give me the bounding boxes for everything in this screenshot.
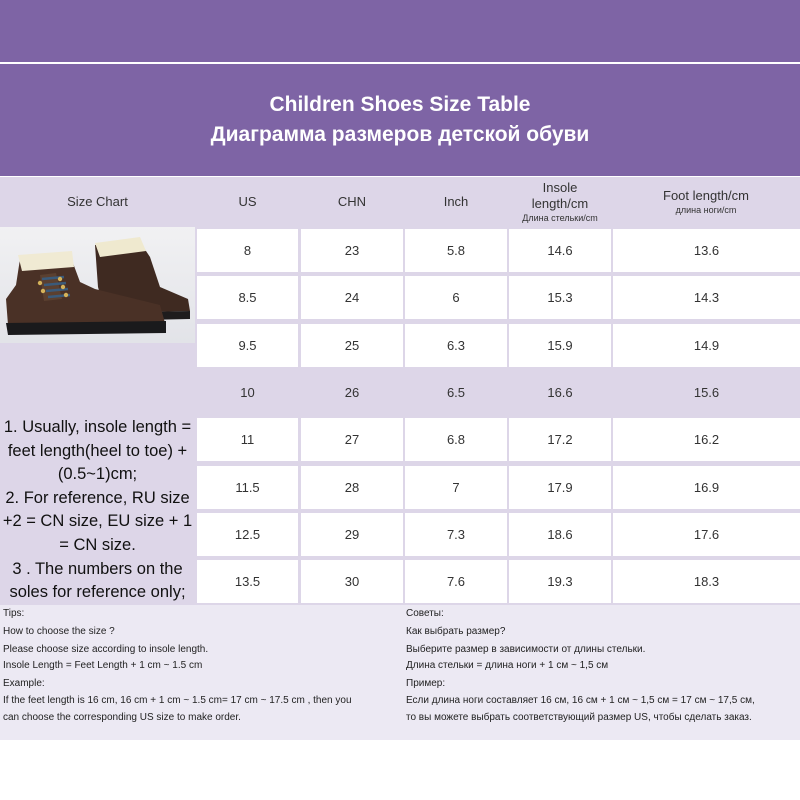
tips-section	[0, 605, 800, 740]
tip-ru-line: Выберите размер в зависимости от длины стельки.	[406, 644, 646, 655]
header-us: US	[238, 194, 257, 209]
cell-us: 11	[197, 418, 298, 461]
cell-us: 11.5	[197, 466, 298, 509]
bottom-margin	[0, 740, 800, 800]
cell-us: 10	[240, 385, 255, 400]
tip-en-line: If the feet length is 16 cm, 16 cm + 1 cm ~ 1.5 cm= 17 cm ~ 17.5 cm , then you	[3, 695, 352, 706]
cell-chn: 24	[301, 276, 403, 319]
shoe-photo	[0, 227, 195, 343]
cell-insole: 15.9	[509, 324, 611, 367]
note-3: 3 . The numbers on the soles for reference only;	[9, 559, 186, 602]
cell-inch: 6	[405, 276, 507, 319]
tip-en-line: can choose the corresponding US size to make order.	[3, 712, 241, 723]
cell-insole: 18.6	[509, 513, 611, 556]
cell-inch: 7.6	[405, 560, 507, 603]
cell-us: 9.5	[197, 324, 298, 367]
cell-us: 13.5	[197, 560, 298, 603]
tip-en-line: Example:	[3, 678, 45, 689]
cell-chn: 30	[301, 560, 403, 603]
cell-insole: 14.6	[509, 229, 611, 272]
cell-foot: 18.3	[613, 560, 800, 603]
cell-foot: 14.3	[613, 276, 800, 319]
cell-inch: 7	[405, 466, 507, 509]
cell-chn: 23	[301, 229, 403, 272]
header-inch: Inch	[443, 194, 469, 209]
note-1: 1. Usually, insole length = feet length(heel to toe) + (0.5~1)cm;	[3, 418, 192, 484]
cell-foot: 16.9	[613, 466, 800, 509]
tip-en-heading: Tips:	[3, 608, 25, 619]
header-foot-length	[612, 177, 800, 227]
cell-insole: 16.6	[547, 385, 573, 400]
cell-inch: 7.3	[405, 513, 507, 556]
tip-ru-line: то вы можете выбрать соответствующий размер US, чтобы сделать заказ.	[406, 712, 752, 723]
cell-insole: 17.9	[509, 466, 611, 509]
cell-chn: 29	[301, 513, 403, 556]
cell-foot: 14.9	[613, 324, 800, 367]
cell-insole: 15.3	[509, 276, 611, 319]
cell-foot: 16.2	[613, 418, 800, 461]
brown-child-boot-icon	[0, 227, 195, 343]
cell-inch: 5.8	[405, 229, 507, 272]
header-insole-length	[508, 177, 612, 227]
cell-foot: 15.6	[693, 385, 720, 400]
tip-ru-heading: Советы:	[406, 608, 444, 619]
header-size-chart: Size Chart	[67, 194, 128, 209]
tip-en-line: How to choose the size ?	[3, 626, 115, 637]
title-banner	[0, 64, 800, 176]
note-2: 2. For reference, RU size +2 = CN size, EU size + 1 = CN size.	[2, 488, 193, 554]
cell-chn: 25	[301, 324, 403, 367]
tip-en-line: Insole Length = Feet Length + 1 cm ~ 1.5 cm	[3, 660, 203, 671]
header-insole-sub: Длина стельки/cm	[522, 213, 598, 223]
cell-chn: 28	[301, 466, 403, 509]
page-title-russian: Диаграмма размеров детской обуви	[210, 123, 590, 146]
header-foot-main: Foot length/cm	[663, 188, 749, 203]
header-foot-sub: длина ноги/cm	[675, 205, 737, 215]
cell-insole: 17.2	[509, 418, 611, 461]
cell-us: 8	[197, 229, 298, 272]
tip-en-line: Please choose size according to insole length.	[3, 644, 209, 655]
cell-inch: 6.3	[405, 324, 507, 367]
cell-chn: 26	[344, 385, 360, 400]
cell-us: 12.5	[197, 513, 298, 556]
cell-us: 8.5	[197, 276, 298, 319]
tip-ru-line: Если длина ноги составляет 16 см, 16 см + 1 см ~ 1,5 см = 17 см ~ 17,5 см,	[406, 695, 755, 706]
size-notes	[0, 416, 195, 605]
tip-ru-line: Как выбрать размер?	[406, 626, 506, 637]
top-banner	[0, 0, 800, 62]
cell-foot: 17.6	[613, 513, 800, 556]
cell-foot: 13.6	[613, 229, 800, 272]
cell-inch: 6.8	[405, 418, 507, 461]
cell-inch: 6.5	[446, 385, 466, 400]
cell-insole: 19.3	[509, 560, 611, 603]
cell-chn: 27	[301, 418, 403, 461]
tip-ru-line: Пример:	[406, 678, 446, 689]
header-chn: CHN	[337, 194, 367, 209]
header-insole-main: Insole length/cm	[531, 180, 589, 211]
tip-ru-line: Длина стельки = длина ноги + 1 см ~ 1,5 см	[406, 660, 609, 671]
page-title: Children Shoes Size Table	[269, 93, 531, 116]
